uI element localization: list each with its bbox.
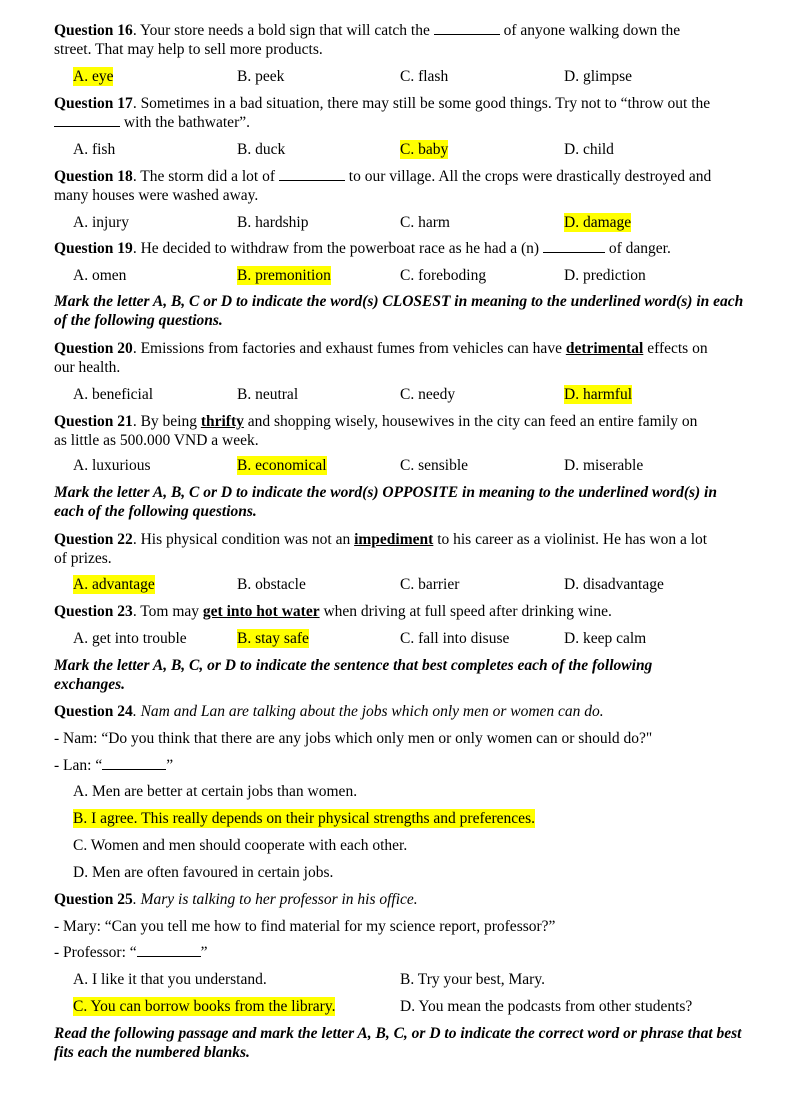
option-b[interactable]: B. premonition [237,267,331,284]
answer-blank [434,21,500,35]
quote-close: ” [200,944,208,961]
option-c[interactable]: C. Women and men should cooperate with each other. [73,837,408,854]
option-d[interactable]: D. disadvantage [564,576,664,593]
question-text: . Sometimes in a bad situation, there may still be some good things. Try not to “throw out the [132,95,711,112]
section-instruction: Mark the letter A, B, C or D to indicate the word(s) CLOSEST in meaning to the underlined word(s) in each of the following questions. [54,293,744,329]
answer-blank [137,943,201,957]
options-22 [0,575,800,595]
dialogue-line-lan [54,756,173,775]
question-number: Question 20 [54,340,133,357]
option-b[interactable]: B. neutral [237,386,299,403]
question-number: Question 24 [54,703,133,720]
question-number: Question 22 [54,531,133,548]
answer-blank [102,756,166,770]
options-17 [0,140,800,160]
question-number: Question 19 [54,240,133,257]
question-16 [54,21,754,59]
question-text-line2: of prizes. [54,550,112,567]
question-number: Question 16 [54,22,133,39]
options-18 [0,213,800,233]
question-text-line2: as little as 500.000 VND a week. [54,432,259,449]
quote-close: ” [166,757,174,774]
underlined-word: detrimental [565,340,644,357]
underlined-word: thrifty [200,413,244,430]
question-text-end: when driving at full speed after drinking wine. [319,603,612,620]
question-text-line2: many houses were washed away. [54,187,259,204]
option-d[interactable]: D. keep calm [564,630,647,647]
question-22 [54,530,754,568]
underlined-phrase: get into hot water [202,603,320,620]
option-b[interactable]: B. hardship [237,214,309,231]
question-18 [54,167,754,205]
options-23 [0,629,800,649]
option-c[interactable]: C. baby [400,141,449,158]
option-d[interactable]: D. glimpse [564,68,633,85]
option-d[interactable]: D. You mean the podcasts from other students? [400,998,693,1015]
dialogue-line-professor [54,943,208,962]
option-d[interactable]: D. harmful [564,386,633,403]
option-c[interactable]: C. flash [400,68,449,85]
option-d[interactable]: D. child [564,141,614,158]
question-23 [54,602,754,621]
speaker-label: - Professor: “ [54,944,137,961]
question-text-line2: our health. [54,359,121,376]
option-a[interactable]: A. luxurious [73,457,151,474]
option-a[interactable]: A. advantage [73,576,155,593]
option-d[interactable]: D. prediction [564,267,646,284]
question-text: . The storm did a lot of [132,168,279,185]
question-text-end: of danger. [604,240,671,257]
question-text-end: effects on [643,340,708,357]
question-context: . Mary is talking to her professor in his office. [132,891,418,908]
section-instruction: Mark the letter A, B, C or D to indicate the word(s) OPPOSITE in meaning to the underlined word(s) in each of the following questions. [54,484,717,520]
question-text: . Emissions from factories and exhaust fumes from vehicles can have [132,340,566,357]
question-text: . He decided to withdraw from the powerboat race as he had a (n) [132,240,543,257]
option-a[interactable]: A. beneficial [73,386,154,403]
option-a[interactable]: A. I like it that you understand. [73,971,267,988]
option-a[interactable]: A. get into trouble [73,630,187,647]
option-a[interactable]: A. Men are better at certain jobs than women. [73,783,358,800]
options-21 [0,456,800,476]
question-text: . By being [132,413,201,430]
question-text-end: and shopping wisely, housewives in the city can feed an entire family on [243,413,698,430]
answer-blank [54,113,120,127]
option-c[interactable]: C. needy [400,386,456,403]
option-d[interactable]: D. Men are often favoured in certain jobs. [73,864,334,881]
section-instruction: Read the following passage and mark the letter A, B, C, or D to indicate the correct word or phrase that best fits each the numbered blanks. [54,1025,742,1061]
options-16 [0,67,800,87]
option-a[interactable]: A. injury [73,214,129,231]
option-b[interactable]: B. Try your best, Mary. [400,971,545,988]
question-number: Question 25 [54,891,133,908]
question-number: Question 21 [54,413,133,430]
options-20 [0,385,800,405]
question-number: Question 18 [54,168,133,185]
option-a[interactable]: A. eye [73,68,114,85]
question-25 [54,890,418,909]
speaker-label: - Lan: “ [54,757,103,774]
question-19 [54,239,754,258]
option-c[interactable]: C. fall into disuse [400,630,510,647]
option-a[interactable]: A. fish [73,141,116,158]
section-instruction: Mark the letter A, B, C, or D to indicate the sentence that best completes each of the following exchanges. [54,657,653,693]
option-b[interactable]: B. peek [237,68,285,85]
question-context: . Nam and Lan are talking about the jobs which only men or women can do. [132,703,604,720]
answer-blank [543,239,605,253]
option-c[interactable]: C. You can borrow books from the library. [73,998,336,1015]
question-text-end: with the bathwater”. [120,114,250,131]
question-text: . His physical condition was not an [132,531,355,548]
option-b[interactable]: B. I agree. This really depends on their physical strengths and preferences. [73,810,535,827]
question-number: Question 17 [54,95,133,112]
option-d[interactable]: D. damage [564,214,632,231]
option-b[interactable]: B. economical [237,457,327,474]
options-19 [0,266,800,286]
dialogue-line-nam: - Nam: “Do you think that there are any jobs which only men or only women can or should do?" [54,730,653,747]
question-text-line2: street. That may help to sell more products. [54,41,323,58]
question-text: . Tom may [132,603,203,620]
option-b[interactable]: B. obstacle [237,576,306,593]
dialogue-line-mary: - Mary: “Can you tell me how to find material for my science report, professor?” [54,918,556,935]
option-c[interactable]: C. sensible [400,457,469,474]
option-c[interactable]: C. foreboding [400,267,487,284]
option-b[interactable]: B. stay safe [237,630,309,647]
option-d[interactable]: D. miserable [564,457,644,474]
question-text-end: of anyone walking down the [499,22,681,39]
question-17 [54,94,754,132]
question-20 [54,339,754,377]
option-b[interactable]: B. duck [237,141,286,158]
answer-blank [279,167,345,181]
option-c[interactable]: C. barrier [400,576,460,593]
question-number: Question 23 [54,603,133,620]
option-c[interactable]: C. harm [400,214,450,231]
underlined-word: impediment [354,531,434,548]
question-24 [54,702,604,721]
option-a[interactable]: A. omen [73,267,127,284]
question-text-end: to our village. All the crops were drastically destroyed and [344,168,712,185]
question-text-end: to his career as a violinist. He has won a lot [433,531,708,548]
question-21 [54,412,754,450]
question-text: . Your store needs a bold sign that will catch the [132,22,434,39]
